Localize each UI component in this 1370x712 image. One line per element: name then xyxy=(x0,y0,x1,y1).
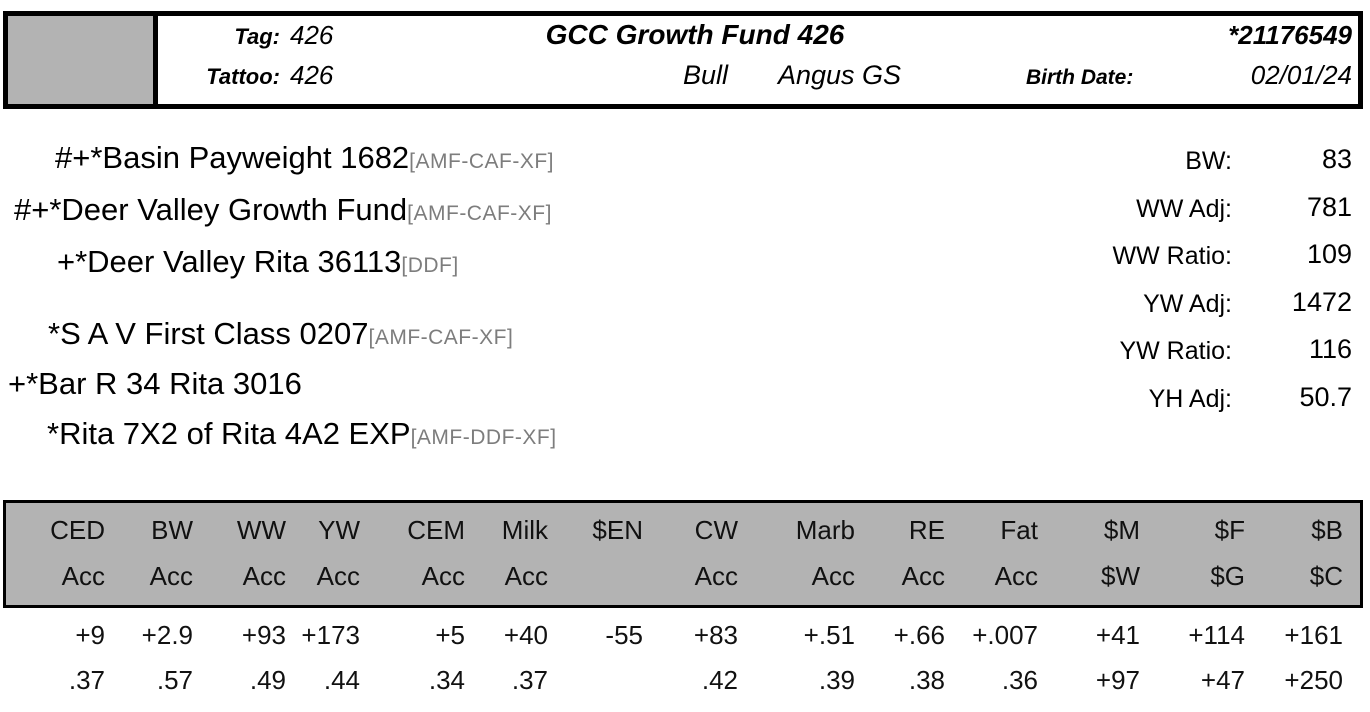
logo-placeholder xyxy=(8,16,158,104)
epd-subheader-cell: $C xyxy=(1309,560,1343,591)
stat-label: BW: xyxy=(1185,147,1232,175)
epd-subheader-cell: $W xyxy=(1101,560,1140,591)
epd-subheader-cell: Acc xyxy=(504,560,548,591)
tattoo-value: 426 xyxy=(290,60,334,90)
ancestor-suffix: [DDF] xyxy=(401,254,459,277)
epd-header-cell: Marb xyxy=(795,514,855,545)
stat-row xyxy=(1000,287,1352,335)
stat-row xyxy=(1000,144,1352,192)
epd-value-cell: -55 xyxy=(605,620,643,650)
stat-label: WW Adj: xyxy=(1136,194,1232,223)
stat-label: YW Ratio: xyxy=(1119,337,1232,365)
stat-label: YW Adj: xyxy=(1143,289,1232,318)
epd-value-cell: +9 xyxy=(75,620,105,650)
tag-value: 426 xyxy=(290,20,334,50)
pedigree-line xyxy=(57,244,459,280)
ancestor-name: +*Deer Valley Rita 36113 xyxy=(57,244,402,279)
pedigree-line xyxy=(48,316,513,352)
ancestor-suffix: [AMF-CAF-XF] xyxy=(368,326,514,349)
epd-header-cell: $EN xyxy=(592,514,643,545)
epd-table-header xyxy=(3,500,1363,608)
stat-row xyxy=(1000,192,1352,240)
epd-row xyxy=(6,658,1360,703)
epd-accuracy-cell: .38 xyxy=(908,665,945,695)
epd-accuracy-cell: .37 xyxy=(68,665,105,695)
epd-value-cell: +2.9 xyxy=(141,620,193,650)
epd-accuracy-cell: .34 xyxy=(428,665,465,695)
epd-row xyxy=(6,507,1360,553)
stat-value: 1472 xyxy=(1291,286,1352,317)
birth-date-label: Birth Date: xyxy=(1026,66,1134,89)
epd-value-cell: +83 xyxy=(693,620,738,650)
tattoo-label: Tattoo: xyxy=(206,64,280,89)
breed-value: Angus GS xyxy=(778,60,902,90)
pedigree-line xyxy=(55,140,554,176)
ancestor-suffix: [AMF-DDF-XF] xyxy=(410,426,557,449)
birth-date-value: 02/01/24 xyxy=(1250,60,1352,90)
epd-accuracy-cell: +97 xyxy=(1095,665,1140,695)
epd-subheader-cell: $G xyxy=(1210,560,1245,591)
stat-row xyxy=(1000,382,1352,430)
epd-value-cell: +93 xyxy=(241,620,286,650)
epd-subheader-cell: Acc xyxy=(694,560,738,591)
stat-row xyxy=(1000,334,1352,382)
epd-accuracy-cell: .57 xyxy=(156,665,193,695)
ancestor-name: *Rita 7X2 of Rita 4A2 EXP xyxy=(47,416,411,451)
epd-value-cell: +5 xyxy=(435,620,465,650)
epd-header-cell: $M xyxy=(1103,514,1140,545)
registration-header xyxy=(3,11,1363,109)
epd-header-cell: CEM xyxy=(407,514,465,545)
epd-subheader-cell: Acc xyxy=(421,560,465,591)
epd-value-cell: +40 xyxy=(503,620,548,650)
epd-accuracy-cell: .49 xyxy=(249,665,286,695)
epd-header-cell: CW xyxy=(694,514,738,545)
epd-subheader-cell: Acc xyxy=(149,560,193,591)
epd-value-cell: +173 xyxy=(301,620,360,650)
epd-subheader-cell: Acc xyxy=(994,560,1038,591)
epd-header-cell: WW xyxy=(236,514,286,545)
epd-accuracy-cell: .39 xyxy=(818,665,855,695)
epd-subheader-cell: Acc xyxy=(811,560,855,591)
stat-label: YH Adj: xyxy=(1148,384,1232,413)
epd-accuracy-cell: .36 xyxy=(1001,665,1038,695)
epd-subheader-cell: Acc xyxy=(901,560,945,591)
sex-value: Bull xyxy=(683,60,729,90)
epd-subheader-cell: Acc xyxy=(61,560,105,591)
ancestor-suffix: [AMF-CAF-XF] xyxy=(407,202,552,225)
animal-name-title: GCC Growth Fund 426 xyxy=(545,19,845,50)
epd-table xyxy=(3,500,1363,703)
stat-row xyxy=(1000,239,1352,287)
epd-header-cell: BW xyxy=(151,514,193,545)
epd-header-cell: CED xyxy=(50,514,105,545)
epd-accuracy-cell: .37 xyxy=(511,665,548,695)
epd-row xyxy=(6,613,1360,658)
registration-number: *21176549 xyxy=(1228,20,1352,50)
stat-value: 83 xyxy=(1321,144,1352,174)
pedigree-line xyxy=(14,192,552,228)
epd-header-cell: YW xyxy=(318,514,360,545)
epd-accuracy-cell: +47 xyxy=(1200,665,1245,695)
header-content xyxy=(158,16,1358,104)
epd-accuracy-cell: .42 xyxy=(701,665,738,695)
epd-accuracy-cell: +250 xyxy=(1284,665,1343,695)
epd-header-cell: Fat xyxy=(1000,514,1038,545)
epd-header-cell: $B xyxy=(1311,514,1343,545)
epd-value-cell: +.007 xyxy=(972,620,1038,650)
stat-label: WW Ratio: xyxy=(1112,242,1232,270)
epd-accuracy-cell: .44 xyxy=(323,665,360,695)
epd-value-cell: +.66 xyxy=(893,620,945,650)
epd-value-cell: +.51 xyxy=(803,620,855,650)
stat-value: 116 xyxy=(1308,334,1352,364)
pedigree-line xyxy=(47,416,557,452)
ancestor-name: +*Bar R 34 Rita 3016 xyxy=(8,366,302,401)
epd-table-values xyxy=(3,608,1363,703)
tag-label: Tag: xyxy=(234,24,280,49)
epd-header-cell: RE xyxy=(908,514,945,545)
stat-value: 109 xyxy=(1306,239,1352,269)
stat-value: 781 xyxy=(1306,191,1352,222)
stat-value: 50.7 xyxy=(1299,381,1352,412)
epd-value-cell: +41 xyxy=(1095,620,1140,650)
performance-stats xyxy=(1000,144,1352,429)
epd-row xyxy=(6,553,1360,599)
epd-value-cell: +161 xyxy=(1284,620,1343,650)
ancestor-name: #+*Basin Payweight 1682 xyxy=(55,140,410,175)
epd-subheader-cell: Acc xyxy=(316,560,360,591)
pedigree-line xyxy=(8,366,302,402)
epd-header-cell: $F xyxy=(1214,514,1245,545)
ancestor-name: #+*Deer Valley Growth Fund xyxy=(14,192,408,227)
ancestor-suffix: [AMF-CAF-XF] xyxy=(409,150,554,173)
epd-header-cell: Milk xyxy=(501,514,548,545)
ancestor-name: *S A V First Class 0207 xyxy=(48,316,369,351)
epd-value-cell: +114 xyxy=(1188,620,1245,650)
epd-subheader-cell: Acc xyxy=(242,560,286,591)
